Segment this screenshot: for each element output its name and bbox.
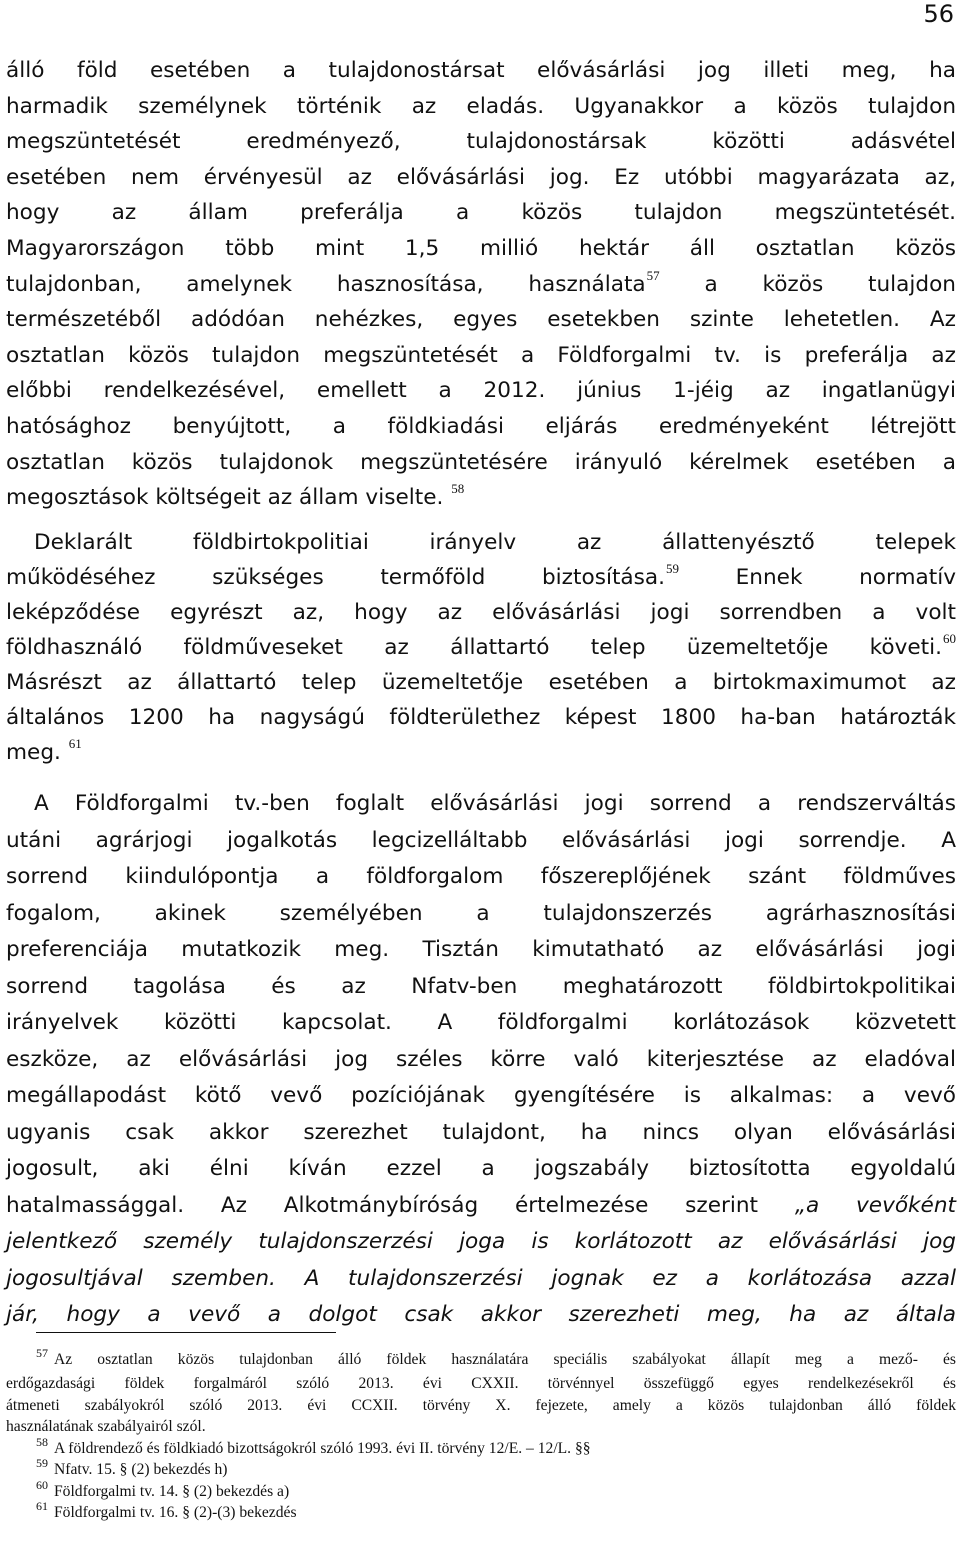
text-line: előbbi rendelkezésével, emellett a 2012. június 1-jéig az ingatlanügyi <box>6 378 956 404</box>
text-line <box>6 267 956 303</box>
footnote-57-cont: használatának szabályairól szól. <box>6 1418 206 1435</box>
text-line <box>6 480 956 516</box>
text-line: fogalom, akinek személyében a tulajdonszerzés agrárhasznosítási <box>6 900 956 926</box>
text-line: sorrend kiindulópontja a földforgalom főszereplőjének szánt földműves <box>6 864 956 889</box>
text-line: álló föld esetében a tulajdonostársat elővásárlási jog illeti meg, ha <box>6 58 956 83</box>
footnote-text: Földforgalmi tv. 16. § (2)-(3) bekezdés <box>54 1504 297 1521</box>
footnote-59 <box>6 1456 956 1481</box>
text-line <box>6 735 956 770</box>
footnote-57-cont: átmeneti szabályokról szóló 2013. évi CCXII. törvény X. fejezete, amely a közös tulajdonban álló földek <box>6 1396 956 1414</box>
text-line: sorrend tagolása és az Nfatv-ben meghatározott földbirtokpolitikai <box>6 973 956 999</box>
quoted-text: jár, hogy a vevő a dolgot csak akkor szerezheti meg, ha az általa <box>6 1302 956 1327</box>
footnote-60 <box>6 1477 956 1503</box>
text-line: ugyanis csak akkor szerezhet tulajdont, ha nincs olyan elővásárlási <box>6 1119 956 1145</box>
text-line: jogosult, aki élni kíván ezzel a jogszabály biztosította egyoldalú <box>6 1156 956 1181</box>
text-line <box>6 1188 956 1225</box>
text-line: hogy az állam preferálja a közös tulajdon megszüntetését. <box>6 200 956 226</box>
text-fragment: a közös tulajdon <box>704 271 956 297</box>
text-line: A Földforgalmi tv.-ben foglalt elővásárlási jogi sorrend a rendszerváltás <box>34 791 956 816</box>
footnote-text: Földforgalmi tv. 14. § (2) bekezdés a) <box>54 1482 290 1500</box>
text-fragment: működéséhez szükséges termőföld biztosítása. <box>6 565 665 590</box>
text-fragment: meg. <box>6 740 61 765</box>
footnote-number: 61 <box>36 1499 48 1513</box>
text-line: irányelvek közötti kapcsolat. A földforgalmi korlátozások közvetett <box>6 1010 956 1035</box>
text-line: osztatlan közös tulajdonok megszüntetésére irányuló kérelmek esetében a <box>6 449 956 475</box>
footnote-57 <box>6 1347 956 1373</box>
footnote-58 <box>6 1434 956 1460</box>
text-line: Magyarországon több mint 1,5 millió hektár áll osztatlan közös <box>6 235 956 261</box>
text-line: leképződése egyrészt az, hogy az elővásárlási jogi sorrendben a volt <box>6 600 956 625</box>
text-line: osztatlan közös tulajdon megszüntetését a Földforgalmi tv. is preferálja az <box>6 342 956 368</box>
quoted-text: „a vevőként <box>794 1192 956 1218</box>
footnote-ref-59[interactable]: 59 <box>666 561 679 576</box>
footnote-text: A földrendező és földkiadó bizottságokról szóló 1993. évi II. törvény 12/E. – 12/L. §§ <box>54 1439 591 1457</box>
text-fragment: megosztások költségeit az állam viselte. <box>6 485 444 511</box>
text-line: harmadik személynek történik az eladás. Ugyanakkor a közös tulajdon <box>6 93 956 119</box>
footnote-ref-61[interactable]: 61 <box>68 736 82 751</box>
text-line: eszköze, az elővásárlási jog széles körre való kiterjesztése az eladóval <box>6 1046 956 1072</box>
text-line: általános 1200 ha nagyságú földterülethez képest 1800 ha-ban határozták <box>6 705 956 730</box>
footnote-57-cont: erdőgazdasági földek forgalmáról szóló 2013. évi CXXII. törvénnyel összefüggő egyes rendelkezésekről és <box>6 1375 956 1392</box>
quoted-text: jogosultjával szemben. A tulajdonszerzési jognak ez a korlátozása azzal <box>6 1265 956 1291</box>
footnotes <box>6 1347 956 1524</box>
paragraph-1 <box>6 53 956 516</box>
footnote-number: 60 <box>36 1477 48 1492</box>
text-line: preferenciája mutatkozik meg. Tisztán kimutatható az elővásárlási jogi <box>6 937 956 962</box>
footnote-separator <box>36 1332 336 1333</box>
text-line <box>6 1261 956 1298</box>
text-line <box>6 1224 956 1261</box>
text-fragment: földhasználó földműveseket az állattartó telep üzemeltetője követi. <box>6 635 942 660</box>
footnote-ref-60[interactable]: 60 <box>943 631 956 646</box>
footnote-61 <box>6 1499 956 1524</box>
page-number: 56 <box>923 0 954 28</box>
footnote-number: 58 <box>36 1434 48 1449</box>
text-line: hatósághoz benyújtott, a földkiadási eljárás eredményeként létrejött <box>6 413 956 439</box>
paragraph-2 <box>6 525 956 770</box>
text-line: esetében nem érvényesül az elővásárlási jog. Ez utóbbi magyarázata az, <box>6 164 956 190</box>
text-line <box>6 560 956 595</box>
text-line: megszüntetését eredményező, tulajdonostársak közötti adásvétel <box>6 129 956 155</box>
text-line <box>6 630 956 665</box>
text-line <box>6 1297 956 1334</box>
footnote-ref-57[interactable]: 57 <box>646 267 660 283</box>
text-line: természetéből adódóan nehézkes, egyes esetekben szinte lehetetlen. Az <box>6 307 956 333</box>
text-line: Deklarált földbirtokpolitiai irányelv az állattenyésztő telepek <box>34 530 956 555</box>
footnote-number: 59 <box>36 1456 48 1470</box>
footnote-text: Az osztatlan közös tulajdonban álló földek használatára speciális szabályokat állapít meg a mező- és <box>54 1351 956 1368</box>
text-line: megállapodást kötő vevő pozíciójának gyengítésére is alkalmas: a vevő <box>6 1083 956 1108</box>
footnote-number: 57 <box>36 1346 48 1360</box>
text-fragment: hatalmassággal. Az Alkotmánybíróság értelmezése szerint <box>6 1192 759 1218</box>
paragraph-3 <box>6 786 956 1334</box>
text-fragment: Ennek normatív <box>735 565 956 590</box>
text-fragment: tulajdonban, amelynek hasznosítása, használata <box>6 271 646 297</box>
text-line: utáni agrárjogi jogalkotás legcizelláltabb elővásárlási jogi sorrendje. A <box>6 827 956 853</box>
quoted-text: jelentkező személy tulajdonszerzési joga is korlátozott az elővásárlási jog <box>6 1229 956 1254</box>
footnote-ref-58[interactable]: 58 <box>451 481 465 497</box>
footnote-text: Nfatv. 15. § (2) bekezdés h) <box>54 1461 228 1478</box>
text-line: Másrészt az állattartó telep üzemeltetője esetében a birtokmaximumot az <box>6 670 956 695</box>
